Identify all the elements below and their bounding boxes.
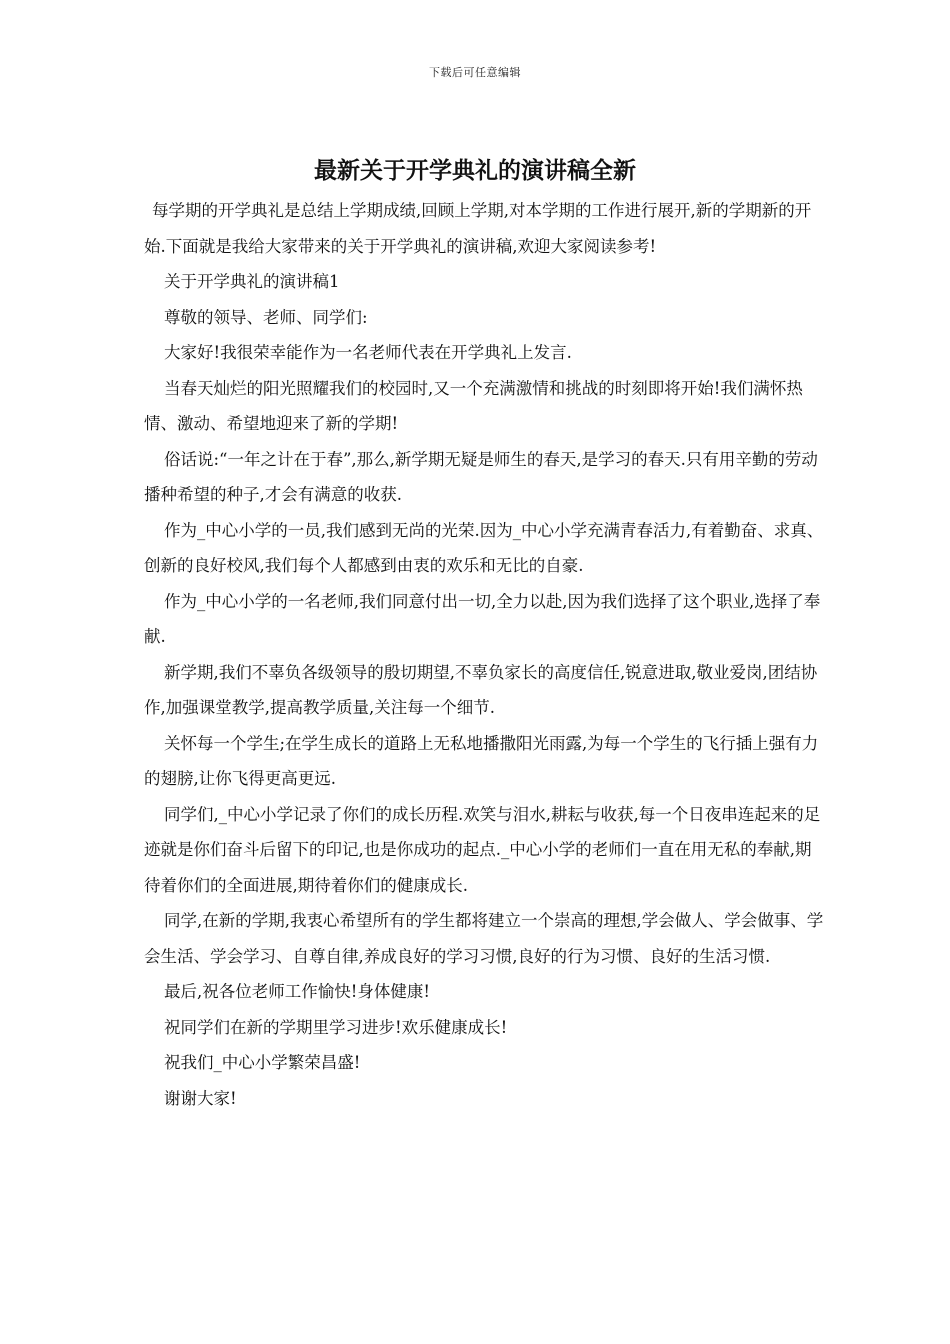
page-title: 最新关于开学典礼的演讲稿全新 [314,157,636,184]
intro-paragraph: 每学期的开学典礼是总结上学期成绩,回顾上学期,对本学期的工作进行展开,新的学期新的开始.下面就是我给大家带来的关于开学典礼的演讲稿,欢迎大家阅读参考! [144,201,812,256]
closing-line: 祝我们_中心小学繁荣昌盛! [164,1053,361,1072]
body-paragraph: 同学,在新的学期,我衷心希望所有的学生都将建立一个崇高的理想,学会做人、学会做事、学会生活、学会学习、自尊自律,养成良好的学习习惯,良好的行为习惯、良好的生活习惯. [144,911,824,966]
body-paragraph: 俗话说:“一年之计在于春”,那么,新学期无疑是师生的春天,是学习的春天.只有用辛勤的劳动播种希望的种子,才会有满意的收获. [144,449,818,504]
document-body [144,193,824,1116]
speech-heading: 关于开学典礼的演讲稿1 [164,272,340,291]
body-paragraph: 新学期,我们不辜负各级领导的殷切期望,不辜负家长的高度信任,锐意进取,敬业爱岗,团结协作,加强课堂教学,提高教学质量,关注每一个细节. [144,662,818,717]
header-note: 下载后可任意编辑 [429,66,521,79]
body-paragraph: 关怀每一个学生;在学生成长的道路上无私地播撒阳光雨露,为每一个学生的飞行插上强有力的翅膀,让你飞得更高更远. [144,733,819,788]
closing-line: 谢谢大家! [164,1088,237,1108]
body-paragraph: 同学们,_中心小学记录了你们的成长历程.欢笑与泪水,耕耘与收获,每一个日夜串连起来的足迹就是你们奋斗后留下的印记,也是你成功的起点._中心小学的老师们一直在用无私的奉献,期待着你们的全面进展,期待着你们的健康成长. [144,804,821,895]
closing-line: 祝同学们在新的学期里学习进步!欢乐健康成长! [164,1017,508,1037]
body-paragraph: 作为_中心小学的一员,我们感到无尚的光荣.因为_中心小学充满青春活力,有着勤奋、求真、创新的良好校风,我们每个人都感到由衷的欢乐和无比的自豪. [144,520,824,575]
greeting-paragraph: 大家好!我很荣幸能作为一名老师代表在开学典礼上发言. [164,343,572,362]
body-paragraph: 作为_中心小学的一名老师,我们同意付出一切,全力以赴,因为我们选择了这个职业,选择了奉献. [144,591,821,646]
salutation: 尊敬的领导、老师、同学们: [164,307,368,327]
body-paragraph: 当春天灿烂的阳光照耀我们的校园时,又一个充满激情和挑战的时刻即将开始!我们满怀热情、激动、希望地迎来了新的学期! [144,378,803,433]
closing-line: 最后,祝各位老师工作愉快!身体健康! [164,982,431,1001]
